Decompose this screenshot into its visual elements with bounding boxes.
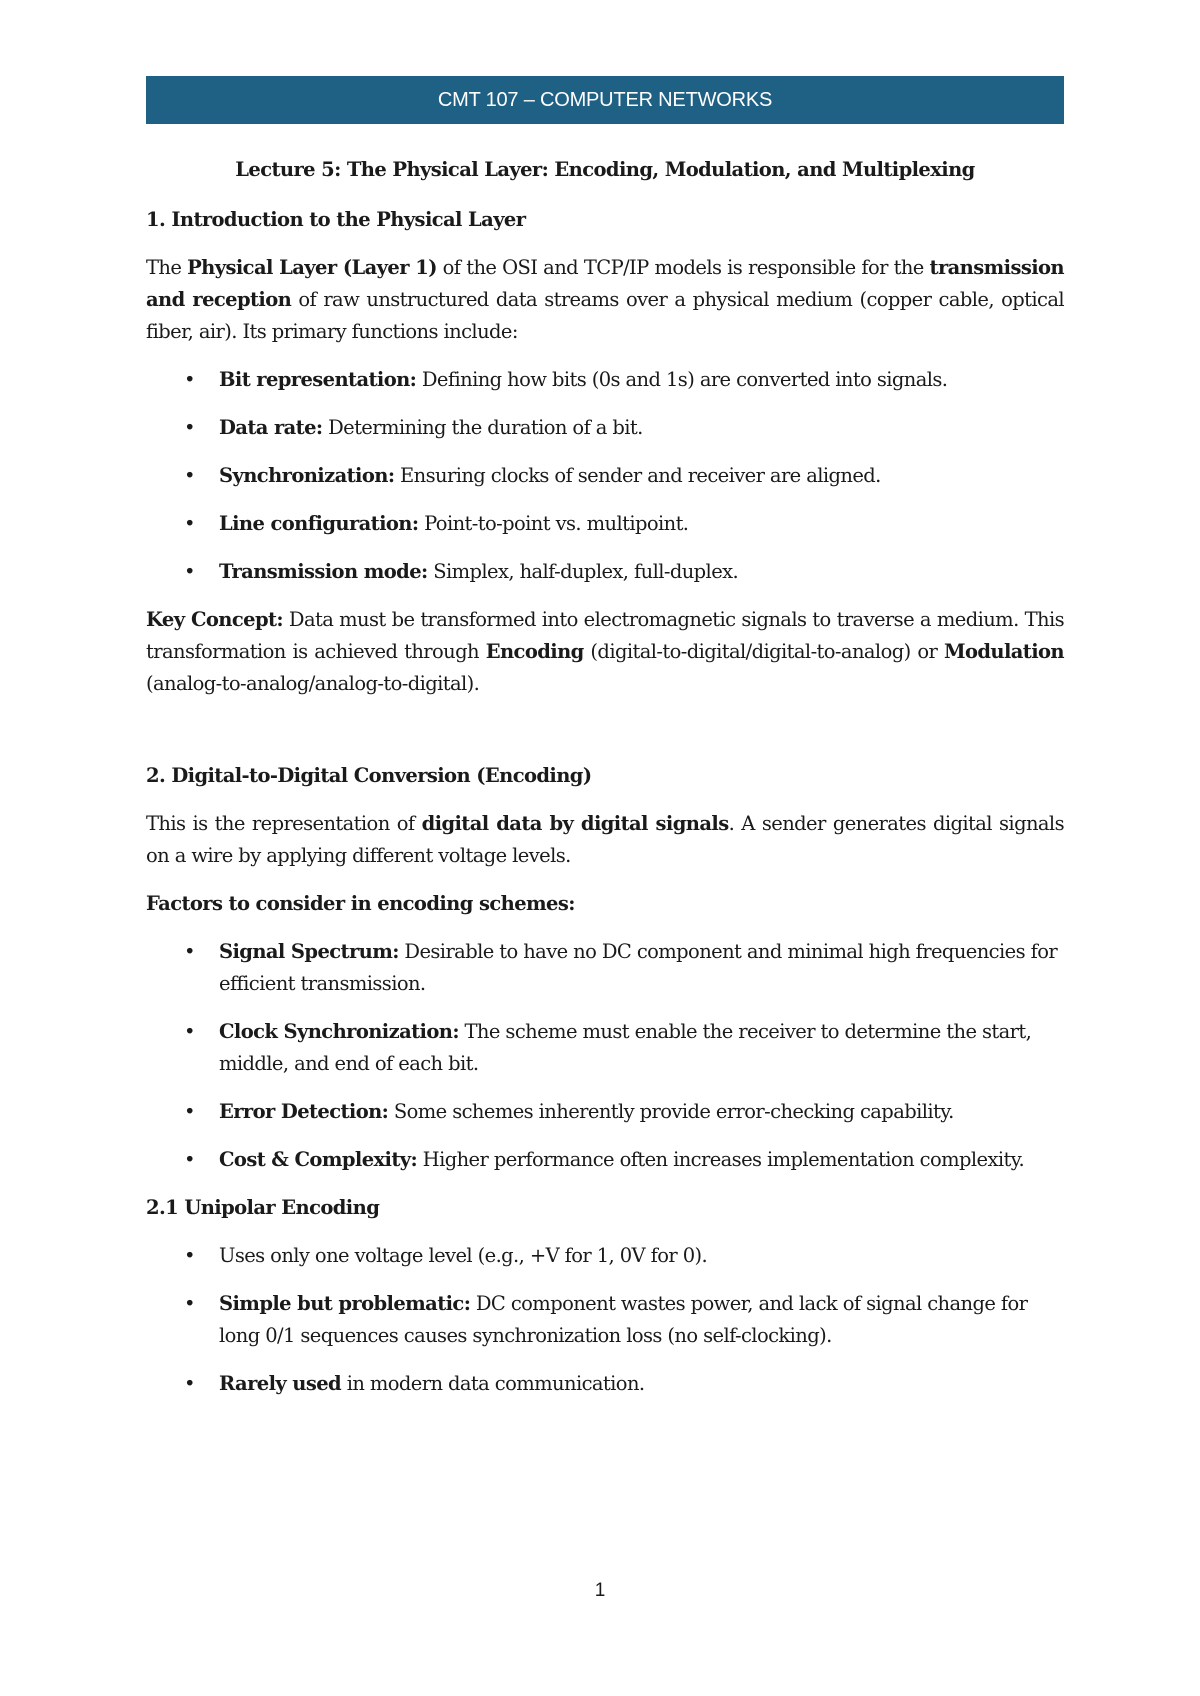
bullet-icon: • — [184, 1244, 195, 1267]
bullet-icon: • — [184, 512, 195, 535]
section-2-1-heading: 2.1 Unipolar Encoding — [146, 1196, 380, 1219]
list-item-text: Higher performance often increases implementation complexity. — [417, 1148, 1025, 1171]
key-concept-text: (analog-to-analog/analog-to-digital). — [146, 672, 480, 695]
intro-bold-term: transmission and reception — [146, 256, 1065, 311]
list-item-text: Desirable to have no DC component and minimal high frequencies for efficient transmission. — [219, 940, 1058, 995]
bullet-icon: • — [184, 1100, 195, 1123]
list-item — [146, 1240, 1064, 1272]
document-body — [146, 154, 1064, 1416]
list-item-text: Simplex, half-duplex, full-duplex. — [427, 560, 739, 583]
bullet-icon: • — [184, 1020, 195, 1043]
section-1-intro — [146, 252, 1064, 348]
list-item-text: in modern data communication. — [341, 1372, 645, 1395]
list-item — [146, 936, 1064, 1000]
bullet-icon: • — [184, 416, 195, 439]
key-concept-bold-term: Encoding — [485, 640, 584, 663]
bullet-icon: • — [184, 560, 195, 583]
list-item-text: Some schemes inherently provide error-checking capability. — [388, 1100, 954, 1123]
list-item — [146, 460, 1064, 492]
section-2-intro — [146, 808, 1064, 872]
list-item-text: Uses only one voltage level (e.g., +V for 1, 0V for 0). — [219, 1244, 708, 1267]
list-item — [146, 1016, 1064, 1080]
key-concept-text: Data must be transformed into electromagnetic signals to traverse a medium. This transformation is achieved through — [146, 608, 1064, 663]
list-item — [146, 1144, 1064, 1176]
page-number: 1 — [594, 1580, 606, 1601]
list-item-term: Rarely used — [219, 1372, 342, 1395]
list-item-term: Simple but problematic: — [219, 1292, 471, 1315]
course-banner — [146, 76, 1064, 124]
encoding-factors-list — [146, 936, 1064, 1176]
course-title: CMT 107 – COMPUTER NETWORKS — [437, 88, 773, 111]
list-item-text: The scheme must enable the receiver to determine the start, middle, and end of each bit. — [219, 1020, 1032, 1075]
key-concept-bold-term: Modulation — [943, 640, 1064, 663]
list-item-text: Point-to-point vs. multipoint. — [418, 512, 689, 535]
list-item-term: Cost & Complexity: — [219, 1148, 418, 1171]
list-item-term: Line configuration: — [219, 512, 419, 535]
list-item-text: Determining the duration of a bit. — [322, 416, 643, 439]
section-1-heading: 1. Introduction to the Physical Layer — [146, 208, 526, 231]
list-item — [146, 1096, 1064, 1128]
list-item — [146, 508, 1064, 540]
list-item — [146, 556, 1064, 588]
list-item-text: Ensuring clocks of sender and receiver are aligned. — [394, 464, 881, 487]
list-item — [146, 412, 1064, 444]
list-item-term: Transmission mode: — [219, 560, 428, 583]
bullet-icon: • — [184, 1372, 195, 1395]
intro-text: The — [146, 256, 188, 279]
bullet-icon: • — [184, 1292, 195, 1315]
section-2-heading: 2. Digital-to-Digital Conversion (Encoding) — [146, 764, 592, 787]
list-item-term: Data rate: — [219, 416, 323, 439]
list-item-term: Signal Spectrum: — [219, 940, 399, 963]
list-item-term: Error Detection: — [219, 1100, 389, 1123]
lecture-title: Lecture 5: The Physical Layer: Encoding, Modulation, and Multiplexing — [235, 158, 975, 181]
intro-text: This is the representation of — [146, 812, 422, 835]
factors-heading: Factors to consider in encoding schemes: — [146, 892, 575, 915]
key-concept-label: Key Concept: — [146, 608, 283, 631]
intro-text: of raw unstructured data streams over a physical medium (copper cable, optical fiber, air). Its primary functions include: — [146, 288, 1064, 343]
physical-layer-functions-list — [146, 364, 1064, 588]
bullet-icon: • — [184, 464, 195, 487]
key-concept-text: (digital-to-digital/digital-to-analog) or — [583, 640, 944, 663]
list-item — [146, 364, 1064, 396]
list-item-text: Defining how bits (0s and 1s) are converted into signals. — [416, 368, 948, 391]
bullet-icon: • — [184, 940, 195, 963]
key-concept — [146, 604, 1064, 700]
intro-text: . A sender generates digital signals on a wire by applying different voltage levels. — [146, 812, 1064, 867]
intro-bold-term: Physical Layer (Layer 1) — [187, 256, 437, 279]
bullet-icon: • — [184, 1148, 195, 1171]
list-item-term: Synchronization: — [219, 464, 395, 487]
list-item — [146, 1288, 1064, 1352]
bullet-icon: • — [184, 368, 195, 391]
list-item — [146, 1368, 1064, 1400]
list-item-text: DC component wastes power, and lack of signal change for long 0/1 sequences causes synchronization loss (no self-clocking). — [219, 1292, 1028, 1347]
list-item-term: Clock Synchronization: — [219, 1020, 459, 1043]
intro-text: of the OSI and TCP/IP models is responsible for the — [436, 256, 930, 279]
intro-bold-term: digital data by digital signals — [421, 812, 729, 835]
unipolar-encoding-list — [146, 1240, 1064, 1400]
list-item-term: Bit representation: — [219, 368, 417, 391]
